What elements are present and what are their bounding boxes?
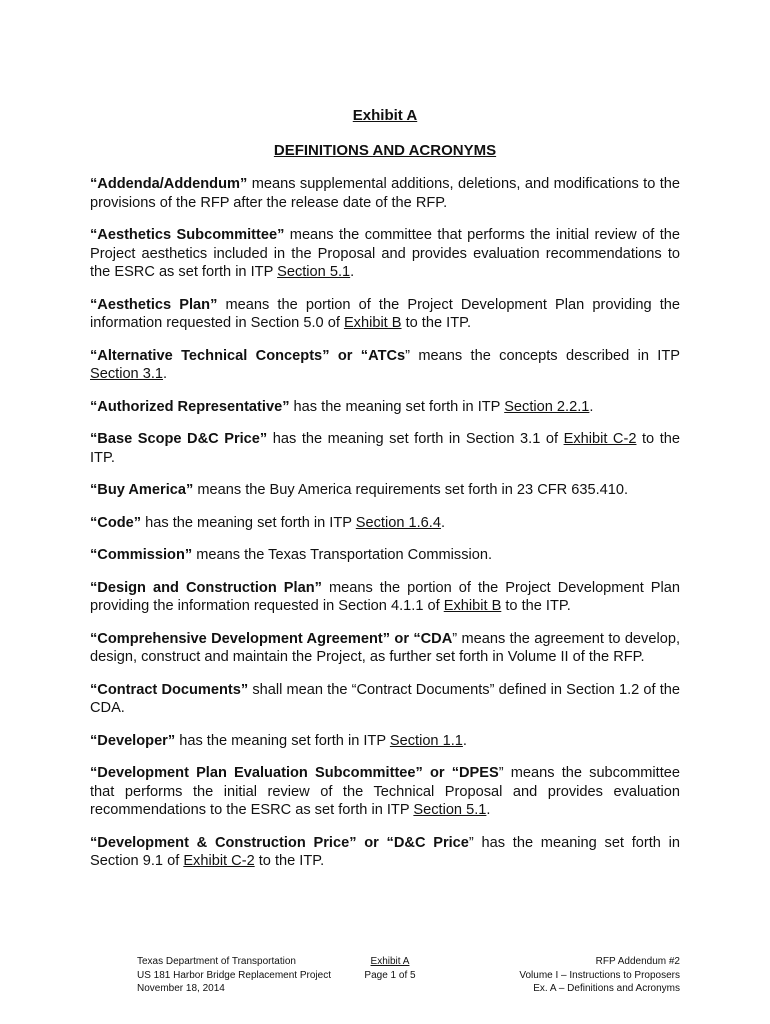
- term-quote-open: “: [90, 227, 98, 243]
- cross-reference: Exhibit B: [343, 315, 402, 331]
- alias-connector: or “: [422, 765, 460, 781]
- defined-alias: CDA: [420, 630, 453, 647]
- term-quote-close: ”: [349, 834, 357, 851]
- defined-term: Comprehensive Development Agreement: [97, 630, 383, 647]
- definition-text: .: [589, 398, 594, 415]
- definition-text: to the ITP.: [501, 598, 571, 614]
- term-quote-open: “: [90, 732, 98, 749]
- term-quote-open: “: [90, 834, 98, 851]
- term-quote-open: “: [90, 296, 98, 313]
- term-quote-open: “: [90, 630, 98, 647]
- term-quote-close: ”: [322, 347, 330, 364]
- definitions-list: [90, 175, 680, 885]
- definition-item: [90, 226, 680, 282]
- definition-text: .: [440, 514, 446, 531]
- definition-text: means supplemental additions, deletions, and modifications to the provisions of the RFP after the release date of the RFP.: [90, 176, 680, 211]
- definition-text: to the ITP.: [90, 431, 680, 466]
- definition-text: to the ITP.: [254, 853, 325, 869]
- definition-item: [90, 681, 680, 718]
- definition-text: .: [163, 366, 168, 382]
- cross-reference: Section 1.6.4: [355, 514, 441, 531]
- definition-item: [90, 546, 680, 565]
- term-quote-close: ”: [185, 482, 194, 498]
- term-quote-close: ”: [240, 176, 248, 192]
- definition-text: means the committee that performs the initial review of the Project aesthetics included in the Proposal and provides evaluation recommendations to the ESRC as set forth in ITP: [90, 227, 680, 280]
- definition-item: [90, 579, 680, 616]
- definition-text: shall mean the “Contract Documents” defined in Section 1.2 of the CDA.: [90, 681, 680, 716]
- defined-term: Development Plan Evaluation Subcommittee: [97, 765, 416, 781]
- defined-term: Design and Construction Plan: [97, 579, 315, 596]
- term-quote-close: ”: [259, 431, 268, 447]
- definition-text: .: [350, 264, 355, 280]
- definition-item: [90, 514, 680, 533]
- defined-term: Alternative Technical Concepts: [97, 347, 323, 364]
- term-quote-open: “: [90, 514, 98, 531]
- alias-connector: or “: [390, 630, 421, 647]
- term-quote-close: ”: [133, 514, 142, 531]
- definition-item: [90, 347, 680, 384]
- term-quote-close: ”: [240, 681, 249, 698]
- footer-left: [137, 955, 331, 996]
- definition-text: has the meaning set forth in ITP: [141, 514, 356, 531]
- footer-exhibit-link: Exhibit A: [370, 956, 410, 967]
- definition-text: has the meaning set forth in ITP: [175, 732, 390, 749]
- cross-reference: Section 1.1: [389, 732, 463, 749]
- defined-alias: D&C Price: [393, 834, 469, 851]
- definition-text: ” means the concepts described in ITP: [405, 347, 681, 364]
- definition-text: means the portion of the Project Development Plan providing the information requested in Section 4.1.1 of: [90, 579, 680, 614]
- footer-left-line: US 181 Harbor Bridge Replacement Project: [137, 969, 331, 981]
- term-quote-open: “: [90, 347, 98, 364]
- footer-left-line: November 18, 2014: [137, 983, 225, 994]
- definition-text: ” means the agreement to develop, design, construct and maintain the Project, as further set forth in Volume II of the RFP.: [90, 630, 680, 665]
- cross-reference: Section 5.1: [413, 802, 487, 818]
- term-quote-open: “: [90, 176, 98, 192]
- definition-item: [90, 481, 680, 500]
- footer-right-line: RFP Addendum #2: [595, 956, 680, 967]
- defined-term: Aesthetics Subcommittee: [97, 227, 278, 243]
- term-quote-open: “: [90, 431, 98, 447]
- cross-reference: Section 2.2.1: [504, 398, 590, 415]
- defined-alias: DPES: [459, 765, 499, 781]
- defined-term: Development & Construction Price: [97, 834, 350, 851]
- defined-term: Base Scope D&C Price: [97, 431, 260, 447]
- term-quote-close: ”: [167, 732, 176, 749]
- definition-text: means the Buy America requirements set forth in 23 CFR 635.410.: [193, 482, 629, 498]
- cross-reference: Exhibit C-2: [183, 853, 255, 869]
- definition-text: means the portion of the Project Development Plan providing the information requested in Section 5.0 of: [90, 296, 680, 331]
- definition-item: [90, 398, 680, 417]
- term-quote-open: “: [90, 681, 98, 698]
- definition-text: has the meaning set forth in Section 3.1 of: [267, 431, 564, 447]
- definition-text: means the Texas Transportation Commission.: [192, 547, 493, 563]
- defined-term: Addenda/Addendum: [97, 176, 240, 192]
- defined-term: Buy America: [97, 482, 186, 498]
- definition-text: ” means the subcommittee that performs the initial review of the Technical Proposal and provides evaluation recommendations to the ESRC as set forth in ITP: [90, 765, 680, 818]
- defined-term: Commission: [97, 547, 185, 563]
- term-quote-close: ”: [184, 547, 193, 563]
- defined-term: Aesthetics Plan: [97, 296, 211, 313]
- definition-text: .: [486, 802, 491, 818]
- defined-term: Developer: [97, 732, 168, 749]
- defined-alias: ATCs: [368, 347, 406, 364]
- cross-reference: Exhibit B: [443, 598, 502, 614]
- cross-reference: Exhibit C-2: [563, 431, 637, 447]
- section-title: DEFINITIONS AND ACRONYMS: [273, 142, 497, 159]
- term-quote-open: “: [90, 547, 98, 563]
- defined-term: Authorized Representative: [97, 398, 283, 415]
- defined-term: Contract Documents: [97, 681, 241, 698]
- definition-item: [90, 630, 680, 667]
- definition-item: [90, 764, 680, 820]
- term-quote-close: ”: [210, 296, 218, 313]
- term-quote-open: “: [90, 579, 98, 596]
- exhibit-title: Exhibit A: [352, 107, 418, 124]
- footer-right-line: Ex. A – Definitions and Acronyms: [533, 983, 680, 994]
- definition-text: ” has the meaning set forth in Section 9.1 of: [90, 834, 681, 869]
- definition-item: [90, 834, 680, 871]
- footer-right-line: Volume I – Instructions to Proposers: [519, 969, 680, 981]
- term-quote-open: “: [90, 482, 98, 498]
- definition-text: has the meaning set forth in ITP: [289, 398, 505, 415]
- footer-center: [355, 955, 425, 982]
- footer-left-line: Texas Department of Transportation: [137, 956, 296, 967]
- definition-item: [90, 732, 680, 751]
- term-quote-close: ”: [382, 630, 391, 647]
- term-quote-close: ”: [415, 765, 423, 781]
- alias-connector: or “: [356, 834, 394, 851]
- definition-item: [90, 430, 680, 467]
- term-quote-open: “: [90, 398, 98, 415]
- term-quote-open: “: [90, 765, 98, 781]
- footer-page-number: Page 1 of 5: [364, 969, 416, 981]
- defined-term: Code: [97, 514, 134, 531]
- term-quote-close: ”: [282, 398, 290, 415]
- alias-connector: or “: [329, 347, 369, 364]
- definition-item: [90, 296, 680, 333]
- definition-item: [90, 175, 680, 212]
- definition-text: .: [462, 732, 467, 749]
- definition-text: to the ITP.: [401, 315, 472, 331]
- cross-reference: Section 5.1: [277, 264, 351, 280]
- footer-right: [519, 955, 680, 996]
- term-quote-close: ”: [314, 579, 322, 596]
- term-quote-close: ”: [277, 227, 285, 243]
- cross-reference: Section 3.1: [90, 366, 164, 382]
